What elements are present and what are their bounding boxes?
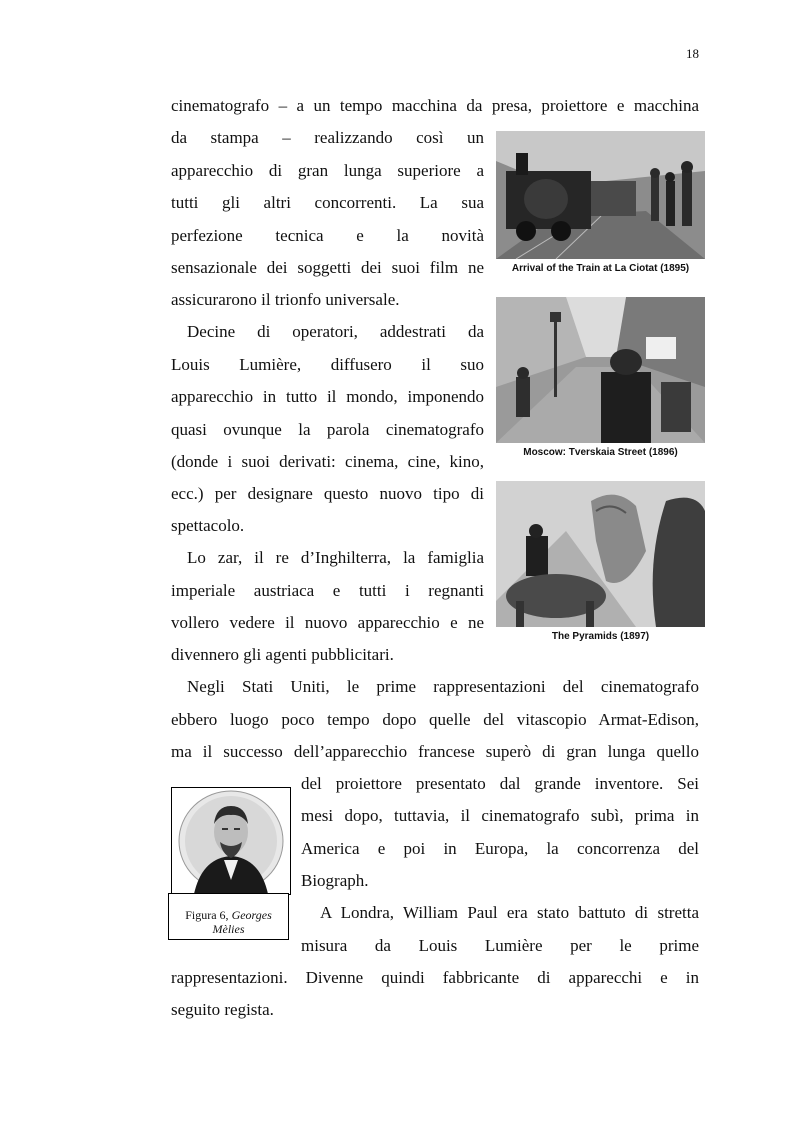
text-line: misura da Louis Lumière per le prime bbox=[301, 936, 699, 955]
text-line: A Londra, William Paul era stato battuto di stretta bbox=[320, 903, 699, 922]
text-line: cinematografo – a un tempo macchina da presa, proiettore e macchina bbox=[171, 96, 699, 115]
portrait-caption-prefix: Figura 6, bbox=[185, 908, 232, 922]
text-line: quasi ovunque la parola cinematografo bbox=[171, 420, 484, 439]
text-line: perfezione tecnica e la novità bbox=[171, 226, 484, 245]
text-line: apparecchio in tutto il mondo, imponendo bbox=[171, 387, 484, 406]
text-line: vollero vedere il nuovo apparecchio e ne bbox=[171, 613, 484, 632]
pyramids-photo bbox=[496, 481, 705, 627]
text-line: Negli Stati Uniti, le prime rappresentazioni del cinematografo bbox=[187, 677, 699, 696]
portrait-figure bbox=[171, 787, 291, 895]
moscow-caption: Moscow: Tverskaia Street (1896) bbox=[523, 447, 678, 458]
text-line: (donde i suoi derivati: cinema, cine, kino, bbox=[171, 452, 484, 471]
text-line: apparecchio di gran lunga superiore a bbox=[171, 161, 484, 180]
text-line: ma il successo dell’apparecchio francese superò di gran lunga quello bbox=[171, 742, 699, 761]
pyramids-caption: The Pyramids (1897) bbox=[551, 631, 650, 642]
train-caption: Arrival of the Train at La Ciotat (1895) bbox=[511, 263, 690, 274]
text-line: mesi dopo, tuttavia, il cinematografo subì, prima in bbox=[301, 806, 699, 825]
text-line: sensazionale dei soggetti dei suoi film ne bbox=[171, 258, 484, 277]
moscow-photo bbox=[496, 297, 705, 443]
portrait-caption bbox=[168, 893, 289, 940]
text-line: Lo zar, il re d’Inghilterra, la famiglia bbox=[187, 548, 484, 567]
text-line: rappresentazioni. Divenne quindi fabbricante di apparecchi e in bbox=[171, 968, 699, 987]
text-line: Louis Lumière, diffusero il suo bbox=[171, 355, 484, 374]
text-line: imperiale austriaca e tutti i regnanti bbox=[171, 581, 484, 600]
text-line: Biograph. bbox=[301, 871, 369, 890]
text-line: ecc.) per designare questo nuovo tipo di bbox=[171, 484, 484, 503]
text-line: del proiettore presentato dal grande inventore. Sei bbox=[301, 774, 699, 793]
text-line: ebbero luogo poco tempo dopo quelle del vitascopio Armat-Edison, bbox=[171, 710, 699, 729]
text-line: tutti gli altri concorrenti. La sua bbox=[171, 193, 484, 212]
text-line: spettacolo. bbox=[171, 516, 245, 535]
text-line: assicurarono il trionfo universale. bbox=[171, 290, 400, 309]
text-line: divennero gli agenti pubblicitari. bbox=[171, 645, 394, 664]
portrait-caption-name: Georges Mèlies bbox=[212, 908, 272, 936]
text-line: America e poi in Europa, la concorrenza del bbox=[301, 839, 699, 858]
train-photo bbox=[496, 131, 705, 259]
page-number: 18 bbox=[686, 46, 699, 61]
text-line: seguito regista. bbox=[171, 1000, 274, 1019]
text-line: da stampa – realizzando così un bbox=[171, 128, 484, 147]
portrait-image bbox=[172, 788, 290, 894]
text-line: Decine di operatori, addestrati da bbox=[187, 322, 484, 341]
